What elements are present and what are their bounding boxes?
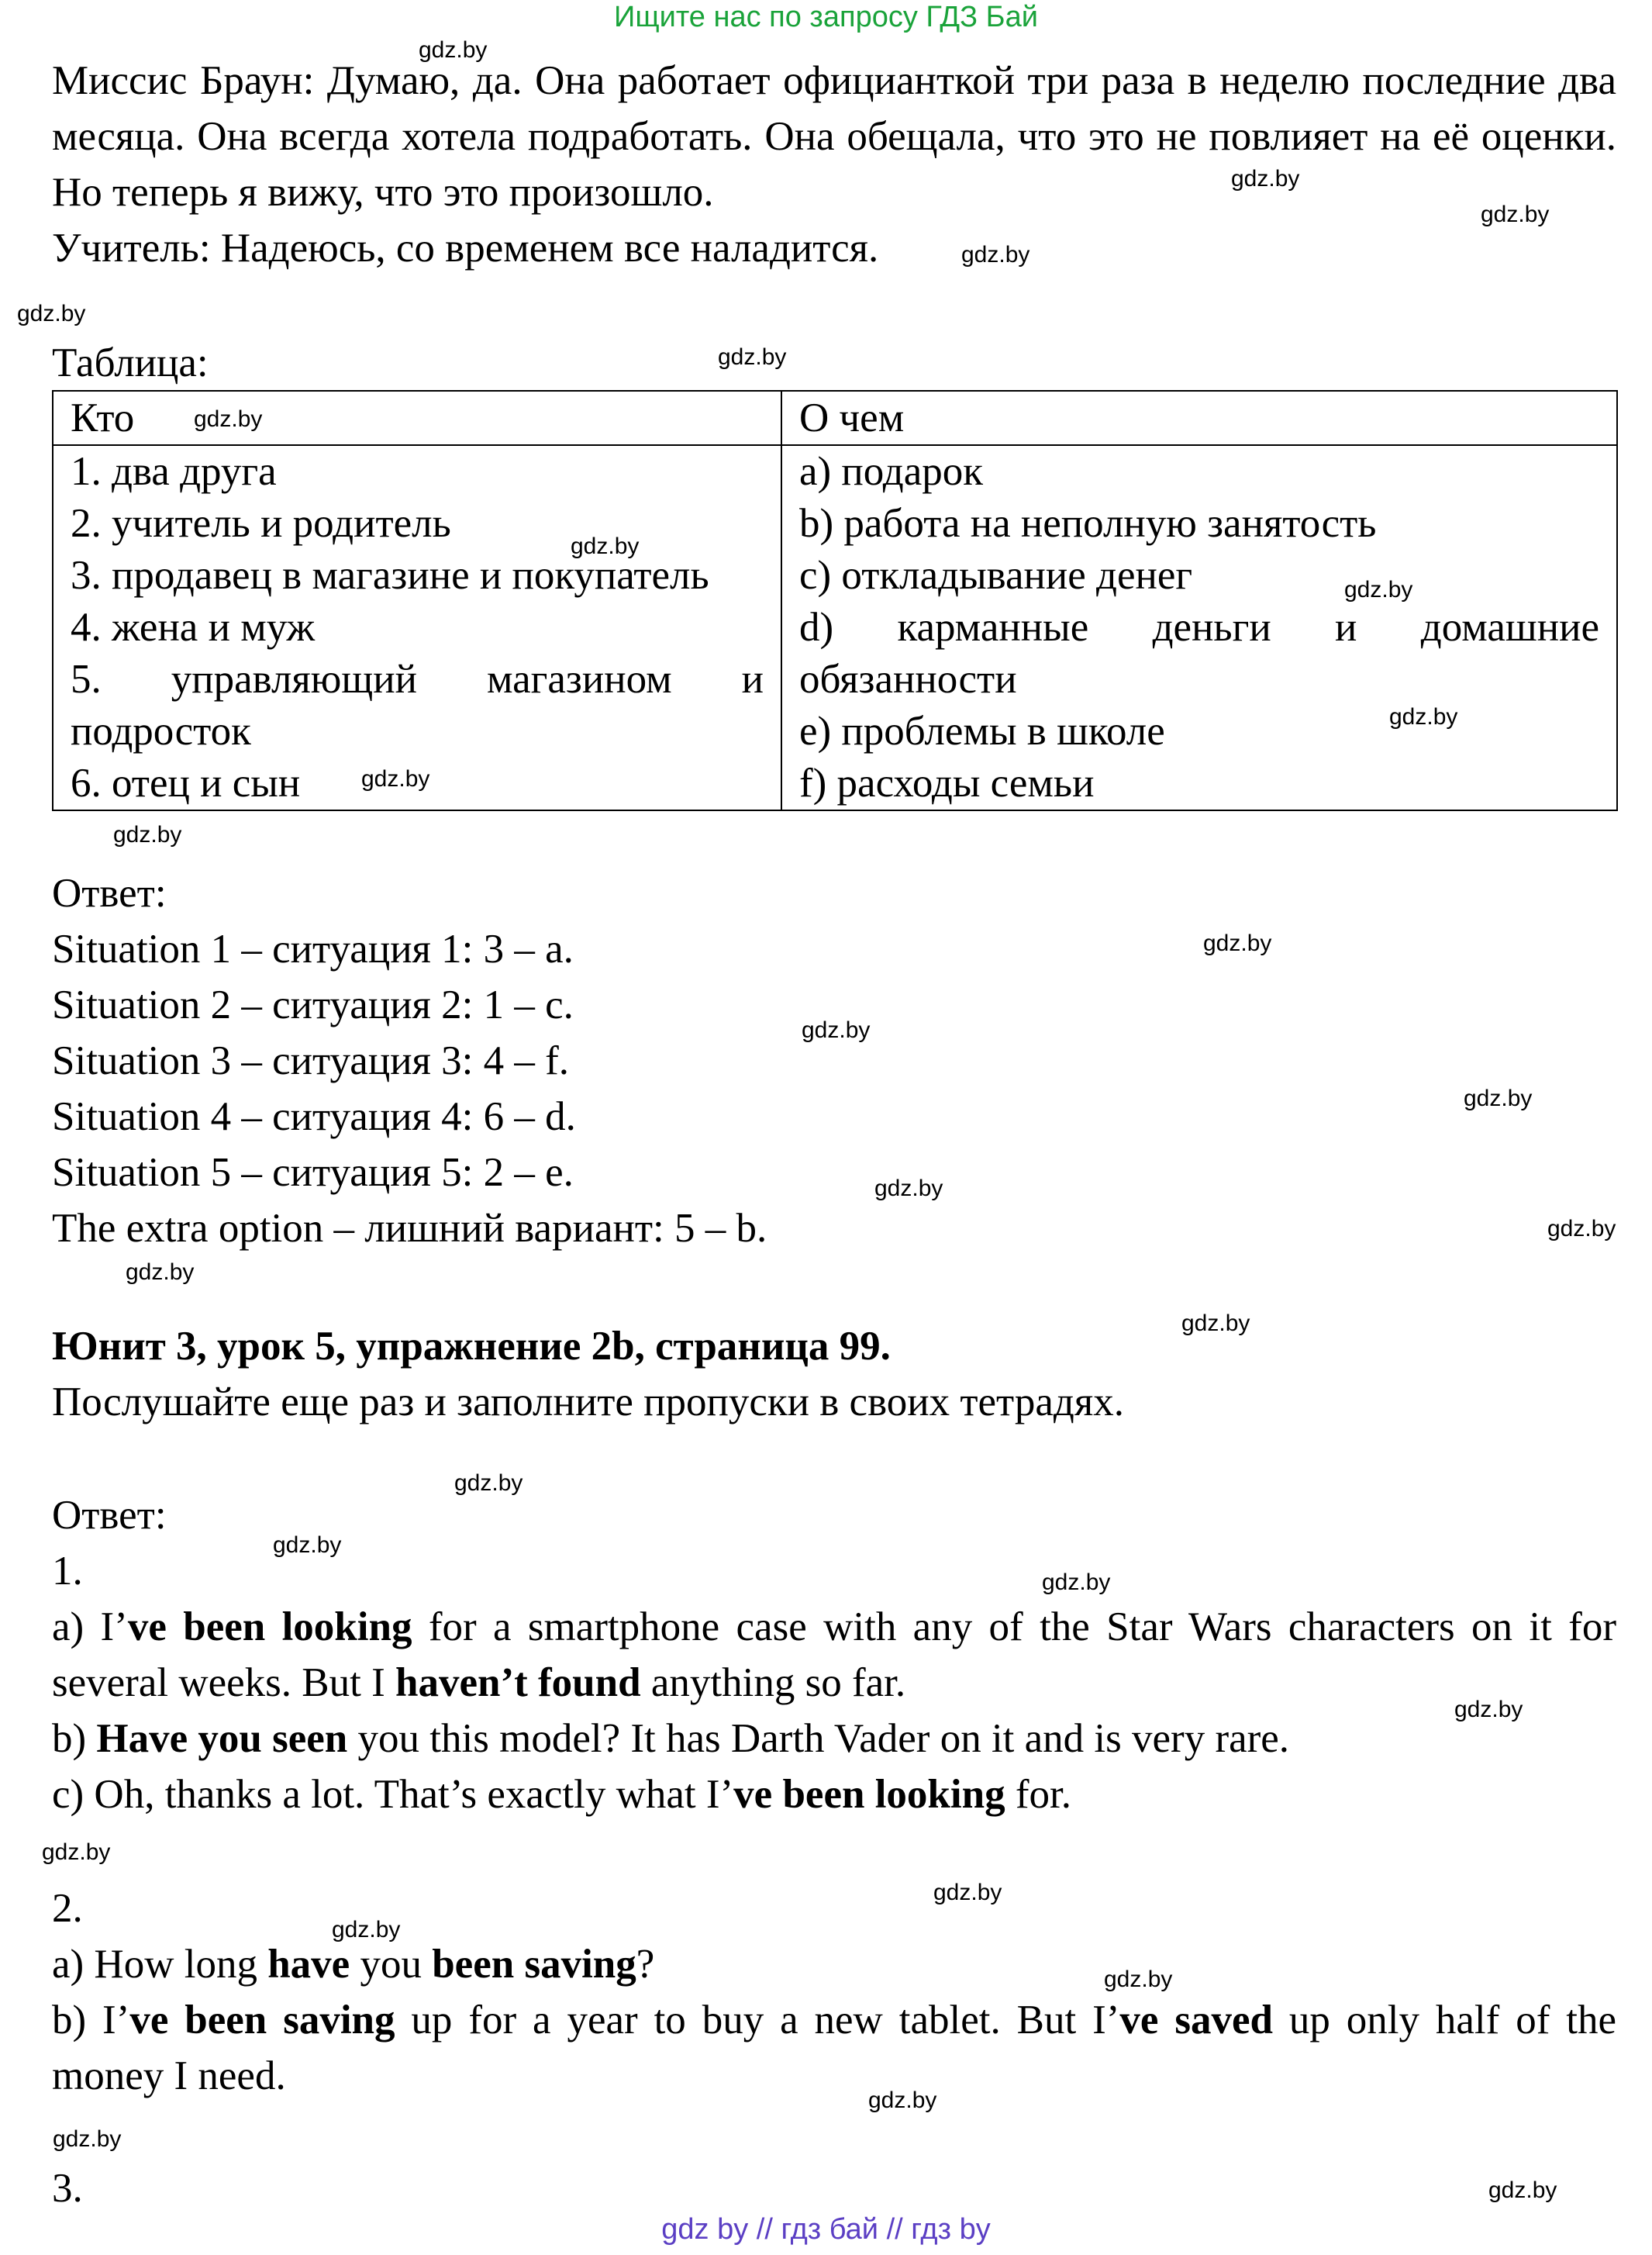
watermark: gdz.by	[419, 37, 488, 63]
who-item: 3. продавец в магазине и покупатель	[71, 553, 709, 598]
mrs-brown-paragraph: Миссис Браун: Думаю, да. Она работает официанткой три раза в неделю последние два месяца. Она всегда хотела подработать. Она обещала, что это не повлияет на её оценки. Но теперь я вижу, что это произошло.	[52, 58, 1616, 215]
watermark: gdz.by	[1104, 1967, 1173, 1992]
exercise-block	[52, 1318, 1616, 1430]
table-body-row	[53, 445, 1617, 810]
plain-text: anything so far.	[640, 1660, 906, 1705]
plain-text: you	[350, 1942, 433, 1987]
plain-text: you this model? It has Darth Vader on it and is very rare.	[347, 1716, 1290, 1761]
answer-block-2-part2	[52, 1880, 1616, 2104]
answer-label: Ответ:	[52, 1493, 167, 1538]
header-what: О чем	[781, 391, 1617, 445]
bold-text: Have you seen	[96, 1716, 348, 1761]
bold-text: been saving	[432, 1942, 636, 1987]
search-banner: Ищите нас по запросу ГДЗ Бай	[614, 1, 1038, 33]
watermark: gdz.by	[113, 822, 182, 848]
what-column	[781, 445, 1617, 810]
plain-text: for.	[1005, 1772, 1071, 1817]
what-item: обязанности	[799, 657, 1017, 702]
answer-block-1	[52, 865, 1616, 1256]
watermark: gdz.by	[718, 344, 787, 370]
plain-text: c) Oh, thanks a lot. That’s exactly what I’	[52, 1772, 734, 1817]
plain-text: up only half of the money I need.	[52, 1998, 1616, 2098]
watermark: gdz.by	[933, 1880, 1002, 1905]
what-item: e) проблемы в школе	[799, 709, 1165, 754]
plain-text: a) How long	[52, 1942, 268, 1987]
bold-text: ve been looking	[127, 1604, 412, 1649]
bold-text: haven’t found	[395, 1660, 641, 1705]
watermark: gdz.by	[1042, 1570, 1111, 1595]
plain-text: for a smartphone case with any of the Star Wars characters on it for several weeks. But I	[52, 1604, 1616, 1705]
plain-text: a) I’	[52, 1604, 128, 1649]
watermark: gdz.by	[361, 766, 430, 792]
plain-text: ?	[636, 1942, 655, 1987]
what-item: c) откладывание денег	[799, 553, 1193, 598]
teacher-line: Учитель: Надеюсь, со временем все наладится.	[52, 226, 879, 271]
watermark: gdz.by	[194, 406, 263, 432]
item-number: 1.	[52, 1549, 83, 1594]
table-header-row	[53, 391, 1617, 445]
sentence-1c	[52, 1766, 1616, 1822]
watermark: gdz.by	[1464, 1086, 1533, 1111]
answer-block-2-part3	[52, 2160, 1616, 2216]
watermark: gdz.by	[868, 2088, 937, 2113]
answer-line: Situation 1 – ситуация 1: 3 – a.	[52, 927, 574, 972]
plain-text: b)	[52, 1716, 97, 1761]
table-caption: Таблица:	[52, 340, 209, 385]
who-item: 2. учитель и родитель	[71, 501, 451, 546]
item-number: 2.	[52, 1886, 83, 1931]
what-item: f) расходы семьи	[799, 761, 1095, 806]
watermark: gdz.by	[17, 301, 86, 326]
bold-text: ve been saving	[129, 1998, 395, 2043]
what-item: a) подарок	[799, 449, 983, 494]
sentence-1a	[52, 1599, 1616, 1711]
who-column	[53, 445, 781, 810]
table-caption-wrap	[52, 335, 1616, 391]
watermark: gdz.by	[1547, 1216, 1616, 1241]
answer-line: Situation 2 – ситуация 2: 1 – c.	[52, 982, 574, 1027]
watermark: gdz.by	[1231, 166, 1300, 192]
footer-links: gdz by // гдз бай // гдз by	[661, 2213, 991, 2246]
watermark: gdz.by	[1203, 931, 1272, 956]
what-item: d) карманные деньги и домашние	[799, 605, 1599, 650]
sentence-2b	[52, 1992, 1616, 2104]
answer-line: Situation 3 – ситуация 3: 4 – f.	[52, 1038, 570, 1083]
who-item: 6. отец и сын	[71, 761, 301, 806]
watermark: gdz.by	[874, 1176, 943, 1201]
watermark: gdz.by	[1488, 2177, 1557, 2203]
who-item: 1. два друга	[71, 449, 277, 494]
watermark: gdz.by	[273, 1532, 342, 1558]
who-item: 5. управляющий магазином и	[71, 657, 764, 702]
sentence-2a	[52, 1936, 1616, 1992]
who-item: подросток	[71, 709, 251, 754]
watermark: gdz.by	[332, 1917, 401, 1942]
watermark: gdz.by	[42, 1839, 111, 1865]
watermark: gdz.by	[1389, 704, 1458, 730]
answer-line: Situation 5 – ситуация 5: 2 – e.	[52, 1150, 574, 1195]
plain-text: b) I’	[52, 1998, 130, 2043]
item-number: 3.	[52, 2166, 83, 2211]
exercise-instruction: Послушайте еще раз и заполните пропуски в своих тетрадях.	[52, 1380, 1124, 1424]
exercise-heading: Юнит 3, урок 5, упражнение 2b, страница 99.	[52, 1324, 891, 1369]
bold-text: ve saved	[1119, 1998, 1273, 2043]
watermark: gdz.by	[126, 1259, 195, 1285]
watermark: gdz.by	[571, 534, 640, 559]
dialogue-block	[52, 53, 1616, 276]
bold-text: ve been looking	[733, 1772, 1005, 1817]
watermark: gdz.by	[454, 1470, 523, 1496]
who-item: 4. жена и муж	[71, 605, 316, 650]
answer-line: The extra option – лишний вариант: 5 – b.	[52, 1206, 767, 1251]
header-who: Кто	[53, 391, 781, 445]
what-item: b) работа на неполную занятость	[799, 501, 1377, 546]
watermark: gdz.by	[53, 2126, 122, 2152]
plain-text: up for a year to buy a new tablet. But I’	[395, 1998, 1120, 2043]
watermark: gdz.by	[802, 1017, 871, 1043]
watermark: gdz.by	[1481, 202, 1550, 227]
watermark: gdz.by	[961, 242, 1030, 268]
answer-line: Situation 4 – ситуация 4: 6 – d.	[52, 1094, 576, 1139]
answer-label: Ответ:	[52, 871, 167, 916]
watermark: gdz.by	[1454, 1697, 1523, 1722]
bold-text: have	[267, 1942, 350, 1987]
watermark: gdz.by	[1344, 577, 1413, 603]
watermark: gdz.by	[1181, 1311, 1250, 1336]
sentence-1b	[52, 1711, 1616, 1766]
